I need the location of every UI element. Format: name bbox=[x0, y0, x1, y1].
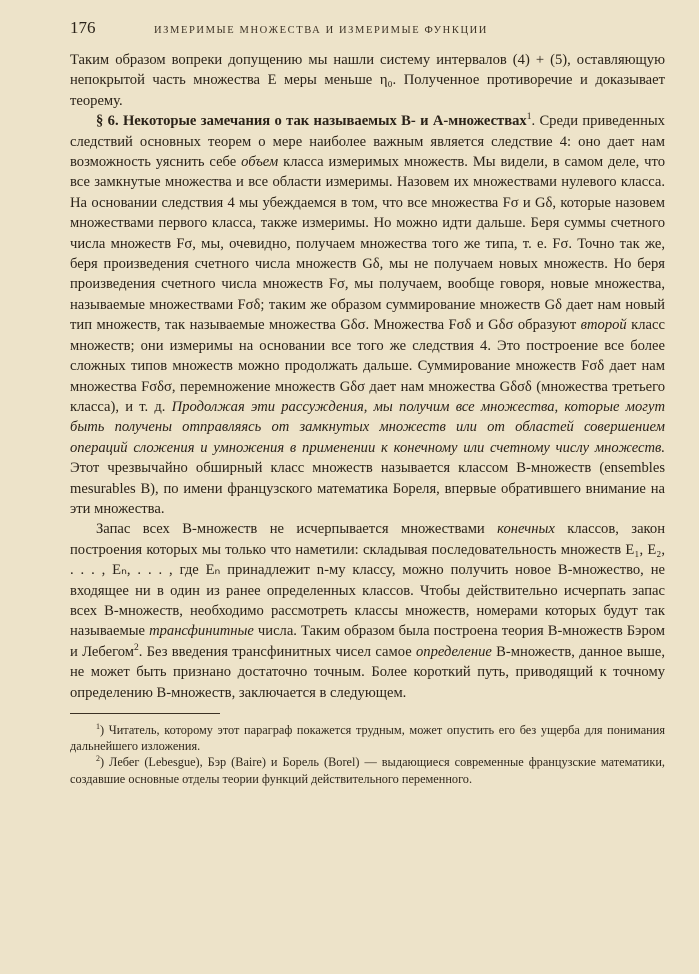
footnotes bbox=[70, 722, 665, 787]
text-run: . Среди приведенных следствий основных теорем о мере наиболее важным является следствие 4: оно дает нам возможность уяснить себе bbox=[70, 113, 665, 171]
emphasis: определение bbox=[415, 643, 492, 660]
footnote-mark: 1 bbox=[96, 721, 100, 731]
footnote-1 bbox=[70, 722, 665, 754]
paragraph-proof-end: Таким образом вопреки допущению мы нашли систему интервалов (4) + (5), оставляющую непокрытой часть множества E меры меньше η₀. Полученное противоречие и доказывает теорему. bbox=[70, 52, 665, 109]
footnote-ref-1[interactable]: 1 bbox=[526, 112, 532, 123]
running-head bbox=[70, 18, 665, 42]
running-title: ИЗМЕРИМЫЕ МНОЖЕСТВА И ИЗМЕРИМЫЕ ФУНКЦИИ bbox=[154, 25, 488, 36]
emphasis: конечных bbox=[497, 521, 555, 538]
main-text bbox=[70, 50, 665, 703]
text-run: классов, закон построения которых мы только что наметили: складывая последовательность множеств E₁, E₂, . . . , Eₙ, . . . , где Eₙ принадлежит n-му классу, можно получить новое B-множество, не входящее ни в один из ранее определенных классов. Чтобы действительно исчерпать запас всех B-множеств, необходимо рассмотреть классы множеств, номерами которых будут так называемые bbox=[70, 521, 666, 640]
text-run: класс множеств; они измеримы на основании все того же следствия 4. Это построение все более сложных типов множеств можно продолжать дальше. Суммирование множеств Fσδ дает нам множества Fσδσ, перемножение множеств Gδσ дает нам множества Gδσδ (множества третьего класса), и т. д. bbox=[70, 317, 665, 415]
emphasis: трансфинитные bbox=[149, 623, 254, 640]
footnote-text: ) Читатель, которому этот параграф покажется трудным, может опустить его без ущерба для понимания дальнейшего изложения. bbox=[70, 723, 665, 754]
paragraph-b-sets bbox=[70, 519, 665, 703]
footnote-mark: 2 bbox=[96, 754, 100, 764]
text-run: Этот чрезвычайно обширный класс множеств называется классом B-множеств (ensembles mesurables B), по имени французского математика Бореля, впервые обратившего внимание на эти множества. bbox=[70, 460, 665, 517]
emphasis-statement: Продолжая эти рассуждения, мы получим все множества, которые могут быть получены отправляясь от замкнутых множеств или от областей совершением операций сложения и умножения в применении к конечному или счетному числу множеств. bbox=[70, 398, 665, 456]
page-number: 176 bbox=[70, 18, 96, 37]
text-run: класса измеримых множеств. Мы видели, в самом деле, что все замкнутые множества и все области измеримы. Назовем их множествами нулевого класса. На основании следствия 4 мы убеждаемся в том, что все множества Fσ и Gδ, которые назовем множествами первого класса, также измеримы. Но можно идти дальше. Беря суммы счетного числа множеств Fσ, мы, очевидно, получаем множества того же типа, т. е. Fσ. Точно так же, беря произведения счетного числа множеств Gδ, мы не получаем новых множеств. Но беря произведения счетного числа множеств Fσ, мы получаем, вообще говоря, новые множества, называемые множествами Fσδ; таким же образом суммирование множеств Gδ дает нам новый тип множеств, так называемые множества Gδσ. Множества Fσδ и Gδσ образуют bbox=[70, 154, 665, 334]
footnote-2 bbox=[70, 754, 665, 786]
emphasis: второй bbox=[580, 317, 627, 334]
footnote-text: ) Лебег (Lebesgue), Бэр (Baire) и Борель (Borel) — выдающиеся современные французские математики, создавшие основные отделы теории функций действительного переменного. bbox=[70, 755, 665, 786]
footnote-divider bbox=[70, 713, 220, 714]
section-heading: § 6. Некоторые замечания о так называемых B- и A-множествах bbox=[96, 113, 527, 130]
emphasis: объем bbox=[241, 154, 279, 171]
footnote-ref-2[interactable]: 2 bbox=[133, 642, 139, 653]
text-run: числа. Таким образом была построена теория B-множеств Бэром и Лебегом bbox=[70, 623, 665, 660]
text-run: . Без введения трансфинитных чисел самое bbox=[138, 643, 416, 660]
text-run: Запас всех B-множеств не исчерпывается множествами bbox=[96, 521, 498, 538]
paragraph-section-6 bbox=[70, 111, 665, 519]
text-run: B-множеств, данное выше, не может быть признано достаточно точным. Более короткий путь, приводящий к точному определению B-множеств, заключается в следующем. bbox=[70, 643, 665, 701]
